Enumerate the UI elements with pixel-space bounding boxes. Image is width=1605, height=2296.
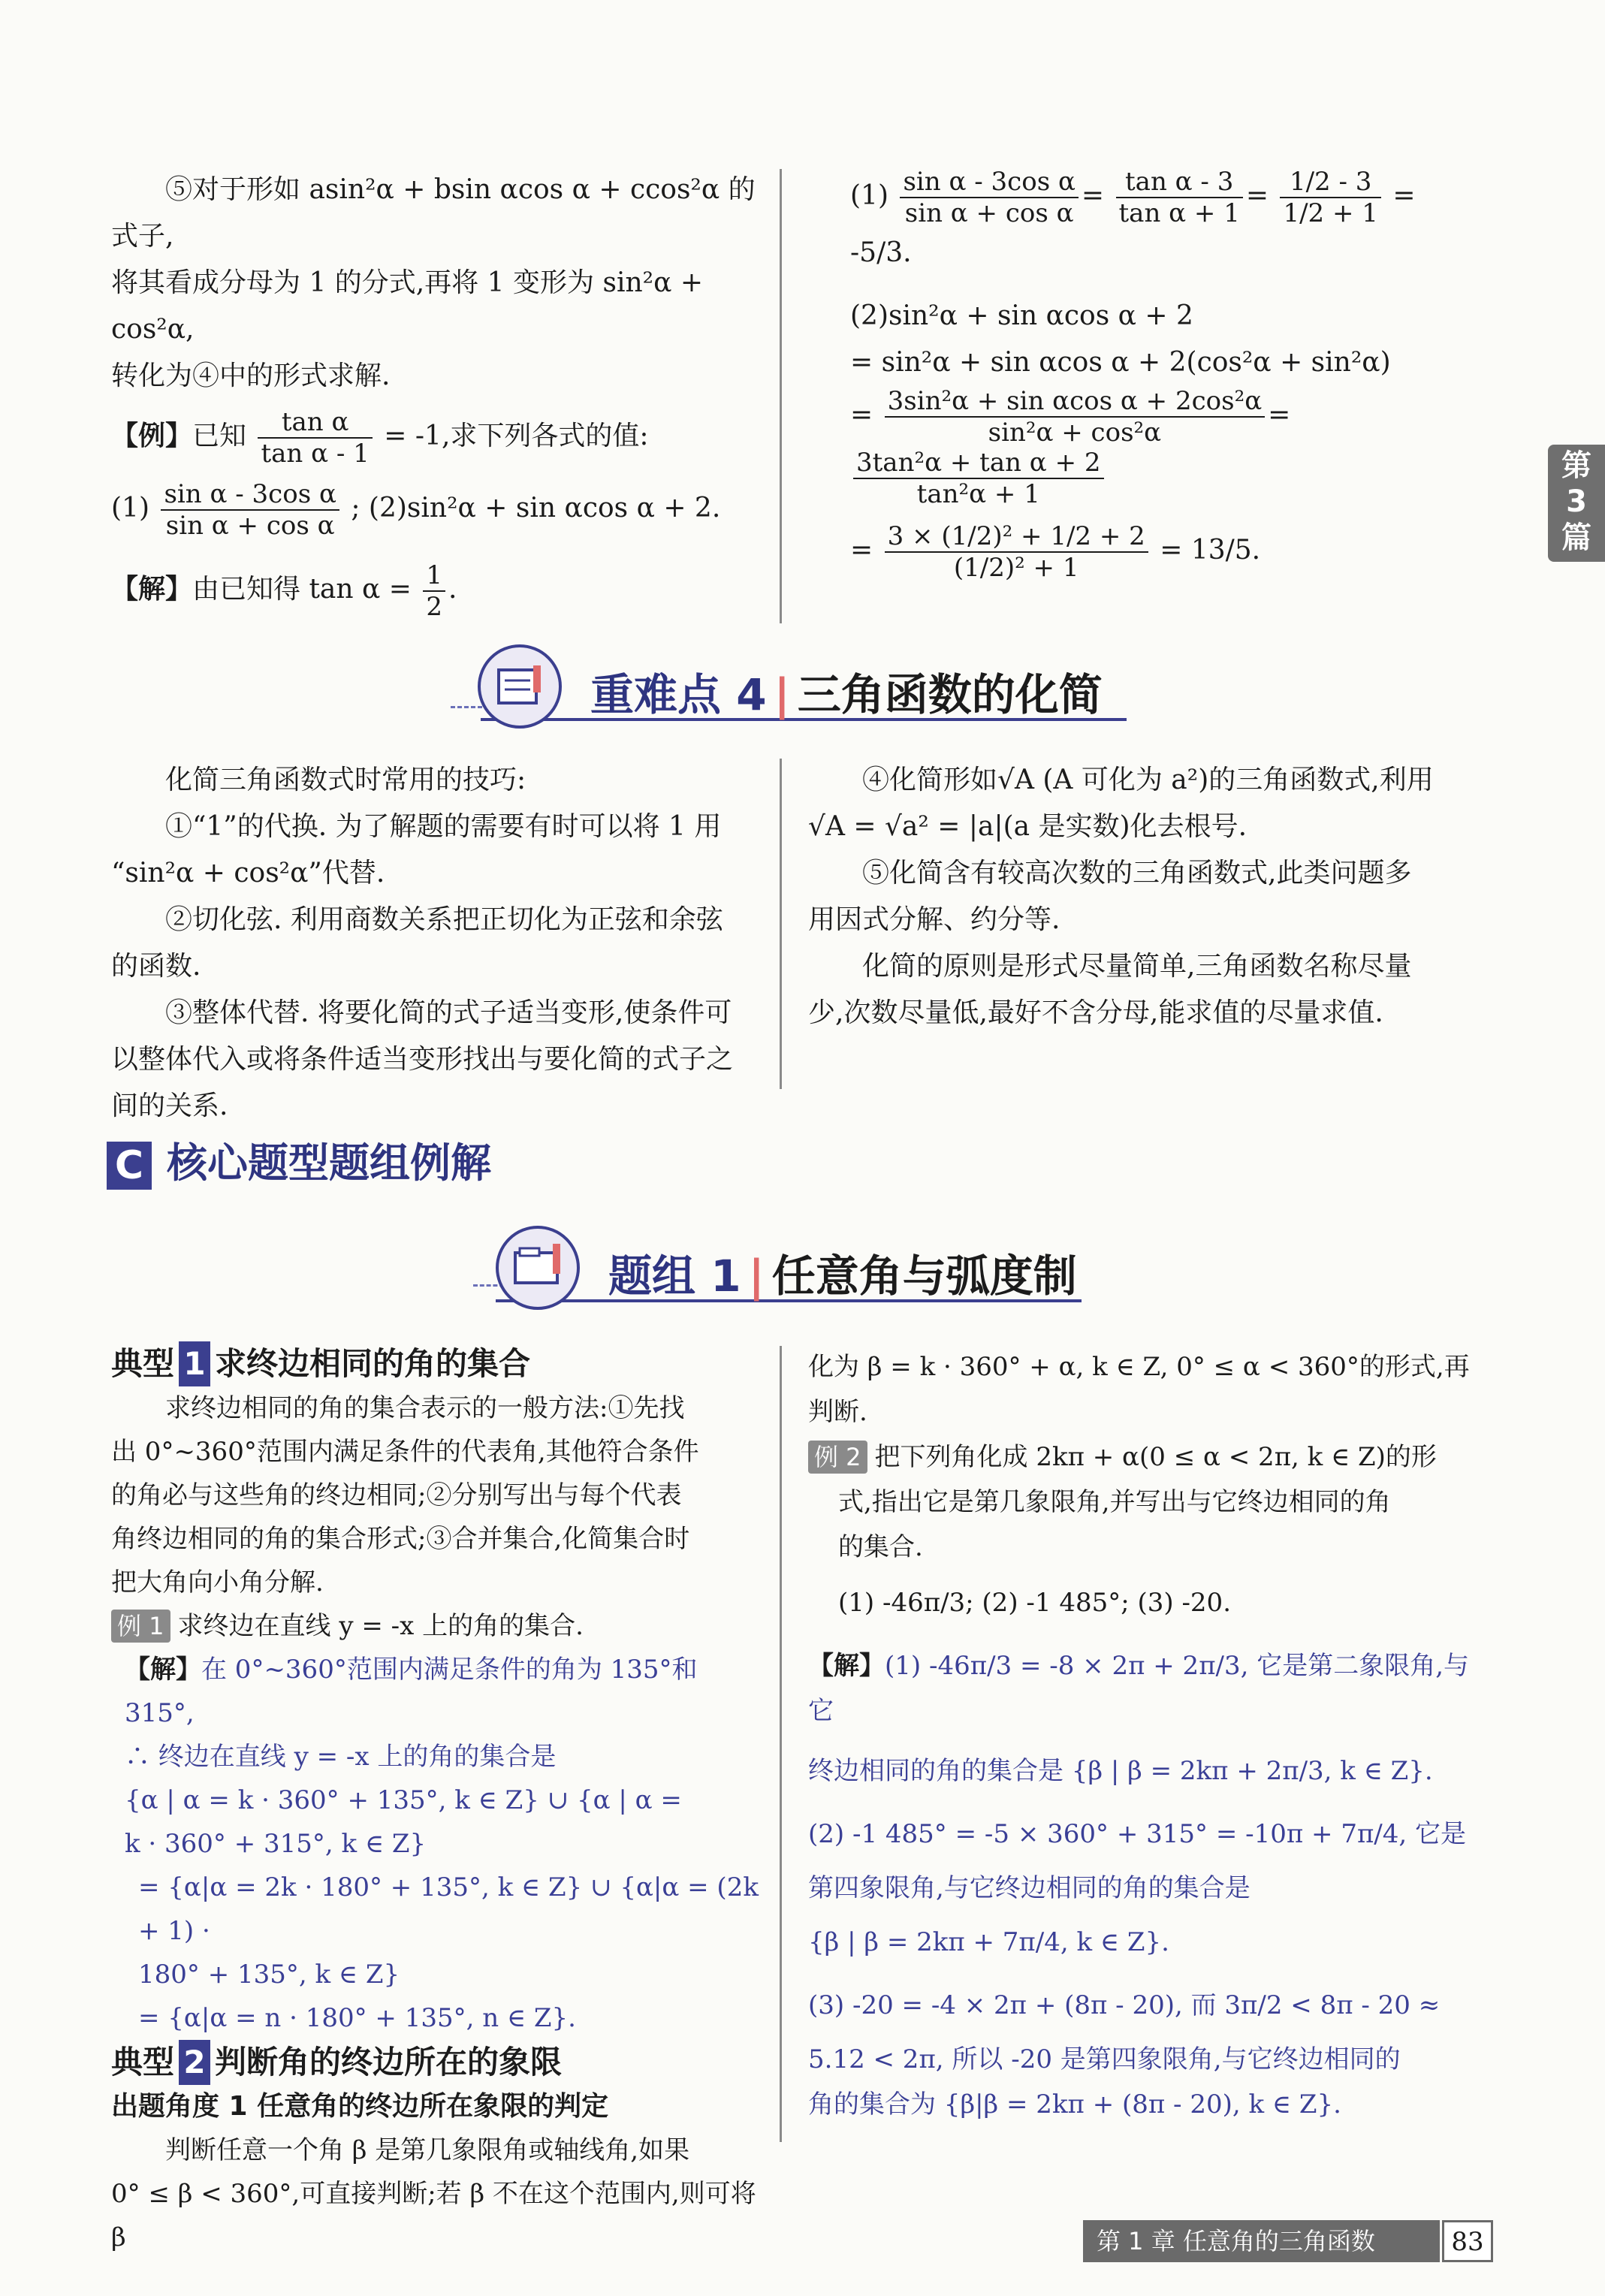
chapter-footer: 第 1 章 任意角的三角函数 — [1083, 2220, 1440, 2262]
type-2-para-2: 0° ≤ β < 360°,可直接判断;若 β 不在这个范围内,则可将 β — [111, 2179, 756, 2252]
type-1-title: 求终边相同的角的集合 — [215, 1345, 531, 1382]
example-1-solution-line5: = {α|α = 2k · 180° + 135°, k ∈ Z} ∪ {α|α = (2k + 1) · — [138, 1872, 759, 1946]
section-c-title: 核心题型题组例解 — [167, 1139, 491, 1187]
example-text-a: 已知 — [192, 421, 247, 451]
answer-2-frac-3-num: 3 × (1/2)² + 1/2 + 2 — [885, 521, 1148, 553]
example-2-questions: (1) -46π/3; (2) -1 485°; (3) -20. — [838, 1588, 1231, 1618]
type-2-heading — [111, 2040, 769, 2085]
answer-2-line3: = $\frac{\text{3sin²α + sin αcos α + 2cos²α}}{\text{sin²α + cos²α}}$ = $\frac{\text{3tan²α + tan α + 2}}{\text{tan²α + 1}}$ — [850, 386, 1291, 509]
solution-fraction — [423, 560, 445, 622]
banner-2-icon — [496, 1226, 580, 1310]
type-1-para-2: 出 0°~360°范围内满足条件的代表角,其他符合条件 — [111, 1437, 699, 1467]
answer-2-line1: (2)sin²α + sin αcos α + 2 — [850, 300, 1193, 331]
principle-line2: 少,次数尽量低,最好不含分母,能求值的尽量求值. — [808, 997, 1383, 1028]
answer-1-frac-1 — [900, 167, 1078, 228]
example-2-solution-line2: 终边相同的角的集合是 {β | β = 2kπ + 2π/3, k ∈ Z}. — [808, 1756, 1433, 1786]
type-1-number: 1 — [179, 1341, 210, 1386]
top-left-column — [111, 167, 765, 622]
question-1-num: sin α - 3cos α — [161, 479, 339, 511]
example-statement — [111, 407, 765, 469]
example-fraction — [258, 407, 372, 469]
banner-1-heading: 三角函数的化简 — [797, 669, 1103, 720]
answer-2-frac-1 — [885, 386, 1266, 448]
answer-2-line4: = $\frac{\text{3 × (1/2)² + 1/2 + 2}}{\text{(1/2)² + 1}}$ = 13/5. — [850, 521, 1261, 583]
part-tab-line1: 第 — [1561, 448, 1591, 483]
section-c-heading — [107, 1133, 768, 1194]
answer-1-result: = -5/3. — [850, 180, 1416, 268]
answer-2-frac-2-num: 3tan²α + tan α + 2 — [853, 448, 1104, 479]
column-divider-top — [780, 169, 782, 623]
banner-2-heading: 任意角与弧度制 — [771, 1251, 1077, 1302]
tip-4-line1: ④化简形如√A (A 可化为 a²)的三角函数式,利用 — [862, 765, 1434, 795]
example-tag: 【例】 — [111, 421, 193, 451]
tip-1-line1: ①“1”的代换. 为了解题的需要有时可以将 1 用 — [165, 811, 722, 842]
tip-2-line1: ②切化弦. 利用商数关系把正切化为正弦和余弦 — [165, 904, 723, 935]
example-text-b: = -1,求下列各式的值: — [384, 421, 649, 451]
example-2-solution-line4: 第四象限角,与它终边相同的角的集合是 — [808, 1873, 1251, 1903]
banner-1-separator: | — [774, 669, 790, 720]
page-number: 83 — [1442, 2220, 1493, 2262]
example-2-text1: 把下列角化成 2kπ + α(0 ≤ α < 2π, k ∈ Z)的形 — [874, 1442, 1437, 1472]
answer-2-line2: = sin²α + sin αcos α + 2(cos²α + sin²α) — [850, 347, 1391, 378]
tip-1-line2: “sin²α + cos²α”代替. — [111, 858, 385, 889]
column-divider-mid — [780, 759, 782, 1089]
example-2-line3: 的集合. — [838, 1532, 923, 1562]
type-1-para-5: 把大角向小角分解. — [111, 1567, 324, 1598]
question-2: ; (2)sin²α + sin αcos α + 2. — [351, 493, 721, 523]
example-1-solution-line4: k · 360° + 315°, k ∈ Z} — [125, 1829, 427, 1859]
answer-1-frac-3-den: 1/2 + 1 — [1283, 198, 1378, 228]
solution-den: 2 — [426, 592, 443, 622]
example-2-line1 — [808, 1435, 1484, 1480]
answer-2-frac-1-den: sin²α + cos²α — [988, 418, 1162, 448]
solution-num: 1 — [423, 560, 445, 592]
answer-1-frac-3-num: 1/2 - 3 — [1280, 167, 1380, 198]
column-divider-bottom — [780, 1346, 782, 2142]
example-1-text: 求终边在直线 y = -x 上的角的集合. — [177, 1611, 584, 1641]
answer-1-frac-2 — [1116, 167, 1243, 228]
mid-right-column — [808, 757, 1484, 1036]
banner-1-title — [590, 659, 1103, 723]
example-2-solution-line1 — [808, 1643, 1484, 1733]
tip-3-line2: 以整体代入或将条件适当变形找出与要化简的式子之 — [111, 1044, 734, 1075]
type-2-para-1: 判断任意一个角 β 是第几象限角或轴线角,如果 — [165, 2135, 690, 2165]
example-fraction-den: tan α - 1 — [261, 439, 370, 469]
solution-tag: 【解】 — [111, 574, 193, 605]
example-2-solution-line6: (3) -20 = -4 × 2π + (8π - 20), 而 3π/2 < 8π - 20 ≈ — [808, 1990, 1441, 2020]
example-1-solution-line3: {α | α = k · 360° + 135°, k ∈ Z} ∪ {α | α = — [125, 1785, 682, 1815]
type-1-para-3: 的角必与这些角的终边相同;②分别写出与每个代表 — [111, 1480, 682, 1510]
example-1-solution-text1: 在 0°~360°范围内满足条件的角为 135°和 315°, — [125, 1655, 698, 1728]
answer-2-frac-2 — [853, 448, 1104, 509]
tip-2-line2: 的函数. — [111, 951, 201, 982]
example-1-tag: 例 1 — [111, 1610, 170, 1643]
method-5-line2: 将其看成分母为 1 的分式,再将 1 变形为 sin²α + cos²α, — [111, 267, 703, 345]
example-2-solution-line8: 角的集合为 {β|β = 2kπ + (8π - 20), k ∈ Z}. — [808, 2089, 1341, 2120]
type-1-para-1: 求终边相同的角的集合表示的一般方法:①先找 — [165, 1393, 685, 1423]
bottom-right-column — [808, 1344, 1484, 2127]
answer-1-frac-1-den: sin α + cos α — [904, 198, 1074, 228]
folder-icon — [499, 1229, 577, 1307]
part-tab-line2: 3 — [1566, 484, 1587, 519]
banner-1-icon — [478, 644, 562, 729]
answer-2-frac-3-den: (1/2)² + 1 — [953, 553, 1079, 583]
answer-1-frac-2-den: tan α + 1 — [1118, 198, 1240, 228]
answer-1-label: (1) — [850, 180, 888, 211]
section-c-badge: C — [107, 1142, 152, 1190]
solution-text: 由已知得 tan α = — [192, 574, 412, 605]
example-2-line2: 式,指出它是第几象限角,并写出与它终边相同的角 — [838, 1487, 1391, 1517]
answer-2-frac-2-den: tan²α + 1 — [916, 479, 1040, 509]
type-1-para-4: 角终边相同的角的集合形式;③合并集合,化简集合时 — [111, 1524, 690, 1554]
tip-5-line1: ⑤化简含有较高次数的三角函数式,此类问题多 — [862, 858, 1412, 889]
answer-1-frac-3 — [1280, 167, 1380, 228]
notebook-icon — [481, 647, 559, 726]
example-1-solution-line7: = {α|α = n · 180° + 135°, n ∈ Z}. — [138, 2003, 576, 2033]
bottom-left-column — [111, 1341, 769, 2259]
answer-1: (1) $\frac{\text{sin α - 3cos α}}{\text{sin α + cos α}}$ = $\frac{\text{tan α - 3}}{\text{tan α + 1}}$ = $\frac{1/2 - 3}{1/2 + 1}$ = -5/3. — [850, 167, 1416, 268]
tip-4-line2: √A = √a² = |a|(a 是实数)化去根号. — [808, 811, 1247, 842]
answer-1-frac-2-num: tan α - 3 — [1116, 167, 1243, 198]
top-right-column — [850, 167, 1481, 583]
question-1-fraction — [161, 479, 339, 541]
example-2-solution-line5: {β | β = 2kπ + 7π/4, k ∈ Z}. — [808, 1927, 1169, 1957]
part-tab — [1548, 445, 1605, 562]
answer-1-frac-1-num: sin α - 3cos α — [900, 167, 1078, 198]
mid-left-column — [111, 757, 765, 1130]
example-1-solution-line2: ∴ 终边在直线 y = -x 上的角的集合是 — [125, 1742, 557, 1772]
banner-2-separator: | — [748, 1251, 765, 1302]
type-2-title: 判断角的终边所在的象限 — [215, 2044, 563, 2080]
answer-2-frac-3 — [885, 521, 1148, 583]
example-questions — [111, 479, 765, 541]
type-1-pre: 典型 — [111, 1345, 175, 1382]
method-5-line3: 转化为④中的形式求解. — [111, 361, 391, 391]
banner-2-title — [608, 1241, 1077, 1304]
example-1-solution-tag: 【解】 — [125, 1655, 201, 1685]
solution-line: 【解】由已知得 tan α = $\frac{1}{2}$ . — [111, 560, 457, 622]
type-1-heading — [111, 1341, 769, 1386]
part-tab-line3: 篇 — [1561, 520, 1591, 555]
continuation-line: 化为 β = k · 360° + α, k ∈ Z, 0° ≤ α < 360°的形式,再判断. — [808, 1352, 1470, 1427]
example-2-solution-text1: (1) -46π/3 = -8 × 2π + 2π/3, 它是第二象限角,与它 — [808, 1651, 1470, 1726]
example-1-solution-line6: 180° + 135°, k ∈ Z} — [138, 1960, 400, 1990]
type-2-number: 2 — [179, 2040, 210, 2085]
banner-2-label: 题组 1 — [608, 1251, 741, 1302]
answer-2-result: = 13/5. — [1160, 535, 1261, 566]
example-2-solution-tag: 【解】 — [808, 1651, 885, 1681]
type-2-pre: 典型 — [111, 2044, 175, 2080]
principle-line1: 化简的原则是形式尽量简单,三角函数名称尽量 — [862, 951, 1412, 982]
tip-5-line2: 用因式分解、约分等. — [808, 904, 1060, 935]
example-1-statement — [111, 1604, 769, 1648]
example-2-tag: 例 2 — [808, 1441, 867, 1474]
example-fraction-num: tan α — [258, 407, 372, 439]
tip-3-line1: ③整体代替. 将要化简的式子适当变形,使条件可 — [165, 997, 732, 1028]
method-5-line1: ⑤对于形如 asin²α + bsin αcos α + ccos²α 的式子, — [111, 174, 756, 252]
example-1-solution-line1 — [111, 1648, 769, 1735]
banner-1-label: 重难点 4 — [590, 669, 767, 720]
question-1-den: sin α + cos α — [165, 511, 335, 541]
tip-3-line3: 间的关系. — [111, 1091, 228, 1121]
question-1-label: (1) — [111, 493, 149, 523]
answer-2-frac-1-num: 3sin²α + sin αcos α + 2cos²α — [885, 386, 1266, 418]
example-2-solution-line3: (2) -1 485° = -5 × 360° + 315° = -10π + 7π/4, 它是 — [808, 1819, 1466, 1849]
angle-1-heading: 出题角度 1 任意角的终边所在象限的判定 — [111, 2091, 609, 2122]
example-2-solution-line7: 5.12 < 2π, 所以 -20 是第四象限角,与它终边相同的 — [808, 2044, 1401, 2074]
tips-intro: 化简三角函数式时常用的技巧: — [165, 765, 526, 795]
